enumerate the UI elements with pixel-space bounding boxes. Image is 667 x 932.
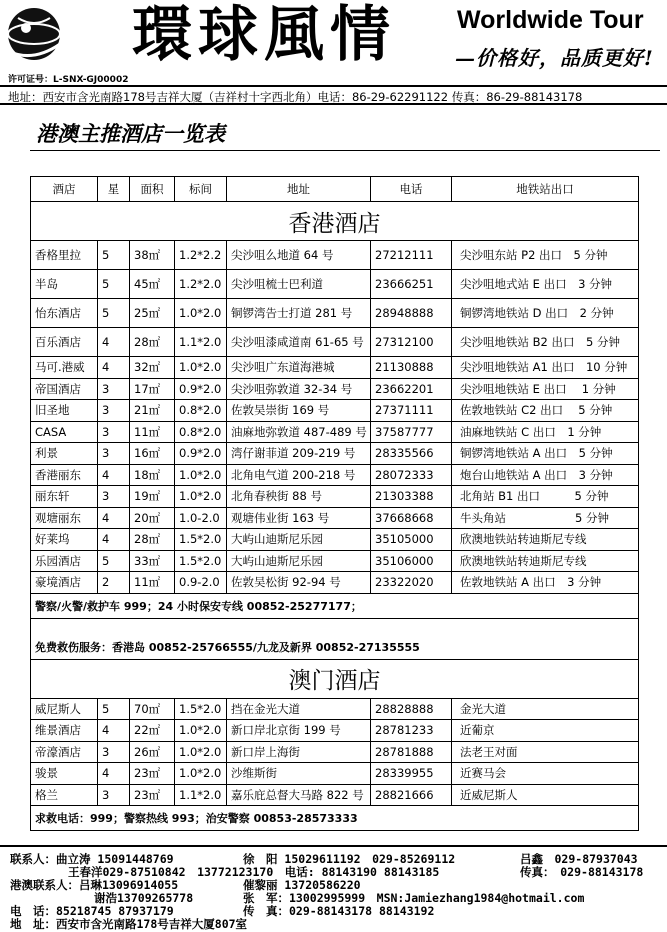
contact-line: 传真： 029-88143178: [520, 865, 644, 879]
bed-size: 1.0*2.0: [175, 357, 227, 379]
contact-line: 传 真：029-88143178 88143192: [243, 904, 435, 918]
star-rating: 3: [98, 741, 130, 763]
room-area: 33㎡: [130, 550, 175, 572]
contact-line: 吕鑫 029-87937043: [520, 852, 638, 866]
star-rating: 4: [98, 328, 130, 357]
room-area: 23㎡: [130, 784, 175, 806]
hotel-name: 骏景: [31, 763, 98, 785]
contact-line: 联系人：曲立涛 15091448769: [10, 852, 174, 866]
bed-size: 1.0*2.0: [175, 486, 227, 508]
col-header-metro: 地铁站出口: [452, 177, 639, 202]
hotel-phone: 28821666: [371, 784, 452, 806]
hotel-phone: 28781233: [371, 720, 452, 742]
hotel-phone: 28828888: [371, 698, 452, 720]
table-row: [31, 328, 639, 357]
bed-size: 1.0*2.0: [175, 741, 227, 763]
metro-exit: 尖沙咀地铁站 E 出口 1 分钟: [452, 378, 639, 400]
hotel-name: 豪境酒店: [31, 572, 98, 594]
hotel-address: 新口岸北京街 199 号: [227, 720, 371, 742]
metro-exit: 金光大道: [452, 698, 639, 720]
metro-exit: 牛头角站 5 分钟: [452, 507, 639, 529]
star-rating: 3: [98, 486, 130, 508]
hotel-address: 嘉乐庇总督大马路 822 号: [227, 784, 371, 806]
metro-exit: 佐敦地铁站 C2 出口 5 分钟: [452, 400, 639, 422]
hk-ambulance-note: 免费救伤服务：香港岛 00852-25766555/九龙及新界 00852-27135555: [31, 618, 639, 659]
hotel-phone: 27312100: [371, 328, 452, 357]
bed-size: 1.5*2.0: [175, 550, 227, 572]
metro-exit: 尖沙咀东站 P2 出口 5 分钟: [452, 241, 639, 270]
contact-footer: [0, 845, 667, 931]
room-area: 32㎡: [130, 357, 175, 379]
page-title: 港澳主推酒店一览表: [36, 122, 225, 146]
hotel-name: 香港丽东: [31, 464, 98, 486]
table-row: [31, 357, 639, 379]
contact-line: 谢浩13709265778: [94, 891, 194, 905]
bed-size: 1.5*2.0: [175, 529, 227, 551]
table-row: [31, 550, 639, 572]
hotel-phone: 37668668: [371, 507, 452, 529]
room-area: 38㎡: [130, 241, 175, 270]
hotel-phone: 23662201: [371, 378, 452, 400]
col-header-address: 地址: [227, 177, 371, 202]
hotel-address: 尖沙咀梳士巴利道: [227, 270, 371, 299]
hk-emergency-note: 警察/火警/救护车 999；24 小时保安专线 00852-25277177；: [31, 593, 639, 618]
bed-size: 1.0*2.0: [175, 763, 227, 785]
hotel-address: 佐敦吴松街 92-94 号: [227, 572, 371, 594]
table-row: [31, 464, 639, 486]
contact-line: 徐 阳 15029611192 029-85269112: [243, 852, 456, 866]
hotel-phone: 21130888: [371, 357, 452, 379]
metro-exit: 欣澳地铁站转迪斯尼专线: [452, 529, 639, 551]
hotel-name: 香格里拉: [31, 241, 98, 270]
table-row: [31, 400, 639, 422]
hotel-address: 观塘伟业街 163 号: [227, 507, 371, 529]
hotel-name: 利景: [31, 443, 98, 465]
mo-emergency-note: 求救电话：999；警察热线 993；治安警察 00853-28573333: [31, 806, 639, 831]
hotel-address: 尖沙咀广东道海港城: [227, 357, 371, 379]
brand-name-en: Worldwide Tour: [457, 6, 644, 34]
hotel-name: 维景酒店: [31, 720, 98, 742]
hotel-address: 铜锣湾告士打道 281 号: [227, 299, 371, 328]
hotel-name: 旧圣地: [31, 400, 98, 422]
hotel-address: 尖沙咀漆咸道南 61-65 号: [227, 328, 371, 357]
hotel-name: CASA: [31, 421, 98, 443]
hotel-name: 好莱坞: [31, 529, 98, 551]
contact-line: 电 话：85218745 87937179: [10, 904, 174, 918]
hotel-phone: 28072333: [371, 464, 452, 486]
hotel-phone: 35106000: [371, 550, 452, 572]
hotel-phone: 37587777: [371, 421, 452, 443]
col-header-star: 星: [98, 177, 130, 202]
metro-exit: 尖沙咀地铁站 B2 出口 5 分钟: [452, 328, 639, 357]
address-bar: 地址：西安市含光南路178号吉祥大厦（吉祥村十字西北角）电话：86-29-62291122 传真：86-29-88143178: [0, 85, 667, 105]
metro-exit: 炮台山地铁站 A 出口 3 分钟: [452, 464, 639, 486]
table-row: [31, 443, 639, 465]
metro-exit: 近赛马会: [452, 763, 639, 785]
star-rating: 5: [98, 299, 130, 328]
table-row: [31, 486, 639, 508]
room-area: 17㎡: [130, 378, 175, 400]
star-rating: 5: [98, 241, 130, 270]
hotel-address: 湾仔谢菲道 209-219 号: [227, 443, 371, 465]
col-header-phone: 电话: [371, 177, 452, 202]
hotel-name: 帝国酒店: [31, 378, 98, 400]
globe-logo-icon: [4, 4, 64, 66]
star-rating: 4: [98, 507, 130, 529]
hotel-name: 乐园酒店: [31, 550, 98, 572]
star-rating: 4: [98, 763, 130, 785]
star-rating: 5: [98, 698, 130, 720]
col-header-hotel: 酒店: [31, 177, 98, 202]
bed-size: 0.9-2.0: [175, 572, 227, 594]
hotel-name: 格兰: [31, 784, 98, 806]
hotel-name: 帝濠酒店: [31, 741, 98, 763]
star-rating: 3: [98, 400, 130, 422]
metro-exit: 法老王对面: [452, 741, 639, 763]
table-row: [31, 720, 639, 742]
license-number: 许可证号：L-SNX-GJ00002: [8, 75, 129, 85]
star-rating: 4: [98, 720, 130, 742]
room-area: 21㎡: [130, 400, 175, 422]
star-rating: 5: [98, 550, 130, 572]
table-row: [31, 784, 639, 806]
room-area: 20㎡: [130, 507, 175, 529]
table-row: [31, 421, 639, 443]
bed-size: 0.9*2.0: [175, 443, 227, 465]
contact-line: 张 军：13002995999 MSN:Jamiezhang1984@hotmail.com: [243, 891, 585, 905]
brand-name-cn: 環球風情: [132, 0, 396, 70]
hotel-phone: 28781888: [371, 741, 452, 763]
table-row: [31, 378, 639, 400]
slogan: —价格好，品质更好!: [455, 46, 654, 70]
table-row: [31, 270, 639, 299]
col-header-bed: 标间: [175, 177, 227, 202]
bed-size: 1.0-2.0: [175, 507, 227, 529]
table-header-row: [31, 177, 639, 202]
hotel-address: 尖沙咀么地道 64 号: [227, 241, 371, 270]
room-area: 28㎡: [130, 328, 175, 357]
divider: [30, 150, 660, 151]
hotel-address: 油麻地弥敦道 487-489 号: [227, 421, 371, 443]
hotel-phone: 27212111: [371, 241, 452, 270]
hotel-table: [30, 176, 639, 831]
bed-size: 1.5*2.0: [175, 698, 227, 720]
bed-size: 1.2*2.0: [175, 270, 227, 299]
hotel-phone: 23666251: [371, 270, 452, 299]
star-rating: 3: [98, 784, 130, 806]
hotel-name: 威尼斯人: [31, 698, 98, 720]
hotel-address: 沙维斯街: [227, 763, 371, 785]
hotel-name: 半岛: [31, 270, 98, 299]
hotel-name: 观塘丽东: [31, 507, 98, 529]
hotel-address: 佐敦吴崇街 169 号: [227, 400, 371, 422]
star-rating: 4: [98, 529, 130, 551]
metro-exit: 佐敦地铁站 A 出口 3 分钟: [452, 572, 639, 594]
room-area: 19㎡: [130, 486, 175, 508]
metro-exit: 欣澳地铁站转迪斯尼专线: [452, 550, 639, 572]
star-rating: 3: [98, 421, 130, 443]
metro-exit: 近葡京: [452, 720, 639, 742]
hotel-address: 大屿山迪斯尼乐园: [227, 529, 371, 551]
hotel-name: 怡东酒店: [31, 299, 98, 328]
table-row: [31, 241, 639, 270]
hotel-name: 百乐酒店: [31, 328, 98, 357]
star-rating: 4: [98, 464, 130, 486]
bed-size: 1.1*2.0: [175, 328, 227, 357]
hotel-name: 丽东轩: [31, 486, 98, 508]
hotel-address: 北角电气道 200-218 号: [227, 464, 371, 486]
table-row: [31, 529, 639, 551]
room-area: 28㎡: [130, 529, 175, 551]
bed-size: 0.8*2.0: [175, 400, 227, 422]
metro-exit: 尖沙咀地式站 E 出口 3 分钟: [452, 270, 639, 299]
metro-exit: 北角站 B1 出口 5 分钟: [452, 486, 639, 508]
bed-size: 1.1*2.0: [175, 784, 227, 806]
hotel-address: 挡在金光大道: [227, 698, 371, 720]
hotel-phone: 28335566: [371, 443, 452, 465]
bed-size: 1.0*2.0: [175, 464, 227, 486]
star-rating: 5: [98, 270, 130, 299]
contact-line: 地 址：西安市含光南路178号吉祥大厦807室: [10, 917, 248, 931]
table-row: [31, 572, 639, 594]
table-row: [31, 299, 639, 328]
bed-size: 0.9*2.0: [175, 378, 227, 400]
metro-exit: 尖沙咀地铁站 A1 出口 10 分钟: [452, 357, 639, 379]
bed-size: 1.0*2.0: [175, 299, 227, 328]
room-area: 45㎡: [130, 270, 175, 299]
hotel-address: 新口岸上海街: [227, 741, 371, 763]
room-area: 11㎡: [130, 572, 175, 594]
table-row: [31, 698, 639, 720]
hotel-phone: 27371111: [371, 400, 452, 422]
star-rating: 3: [98, 378, 130, 400]
hotel-address: 北角春秧街 88 号: [227, 486, 371, 508]
star-rating: 2: [98, 572, 130, 594]
metro-exit: 近威尼斯人: [452, 784, 639, 806]
room-area: 16㎡: [130, 443, 175, 465]
room-area: 18㎡: [130, 464, 175, 486]
star-rating: 3: [98, 443, 130, 465]
hotel-phone: 21303388: [371, 486, 452, 508]
metro-exit: 铜锣湾地铁站 D 出口 2 分钟: [452, 299, 639, 328]
bed-size: 0.8*2.0: [175, 421, 227, 443]
room-area: 23㎡: [130, 763, 175, 785]
hotel-phone: 28948888: [371, 299, 452, 328]
room-area: 22㎡: [130, 720, 175, 742]
hotel-phone: 28339955: [371, 763, 452, 785]
bed-size: 1.0*2.0: [175, 720, 227, 742]
table-row: [31, 507, 639, 529]
hotel-name: 马可.港威: [31, 357, 98, 379]
contact-line: 催黎丽 13720586220: [243, 878, 361, 892]
room-area: 26㎡: [130, 741, 175, 763]
table-row: [31, 763, 639, 785]
col-header-area: 面积: [130, 177, 175, 202]
room-area: 70㎡: [130, 698, 175, 720]
bed-size: 1.2*2.2: [175, 241, 227, 270]
room-area: 25㎡: [130, 299, 175, 328]
star-rating: 4: [98, 357, 130, 379]
hotel-phone: 23322020: [371, 572, 452, 594]
hk-section-title: 香港酒店: [31, 202, 639, 241]
hotel-address: 尖沙咀弥敦道 32-34 号: [227, 378, 371, 400]
metro-exit: 油麻地铁站 C 出口 1 分钟: [452, 421, 639, 443]
mo-section-title: 澳门酒店: [31, 659, 639, 698]
metro-exit: 铜锣湾地铁站 A 出口 5 分钟: [452, 443, 639, 465]
contact-line: 王春洋029-87510842 13772123170 电话: 88143190 88143185: [68, 865, 440, 879]
contact-line: 港澳联系人：吕琳13096914055: [10, 878, 179, 892]
hotel-phone: 35105000: [371, 529, 452, 551]
hotel-address: 大屿山迪斯尼乐园: [227, 550, 371, 572]
table-row: [31, 741, 639, 763]
room-area: 11㎡: [130, 421, 175, 443]
